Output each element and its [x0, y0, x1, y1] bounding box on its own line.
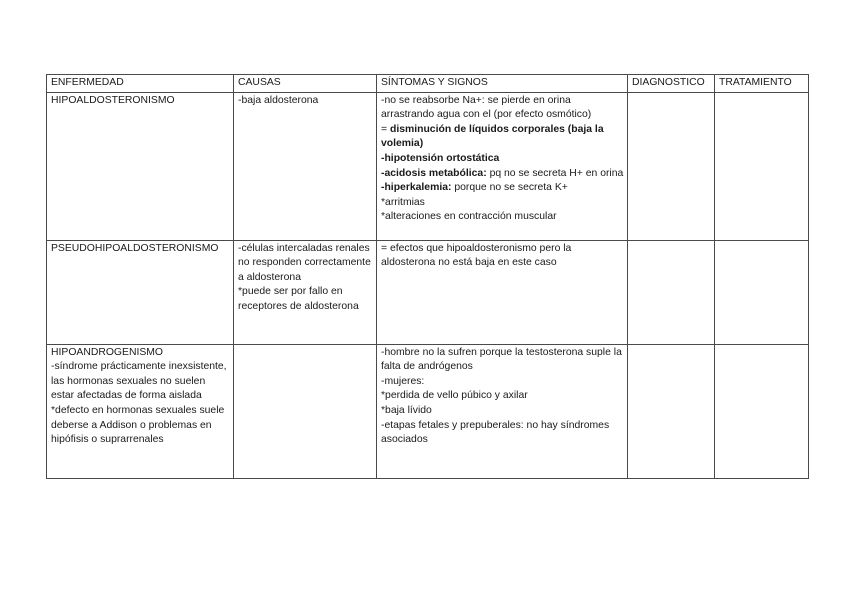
enfermedad-line: PSEUDOHIPOALDOSTERONISMO — [51, 242, 219, 254]
sintoma-line: *alteraciones en contracción muscular — [381, 211, 557, 223]
sintoma-line: -hiperkalemia: porque no se secreta K+ — [381, 182, 568, 194]
cell-diagnostico — [628, 344, 715, 478]
sintoma-bold-text: disminución de líquidos corporales (baja la volemia) — [381, 123, 604, 150]
enfermedad-line: HIPOALDOSTERONISMO — [51, 94, 175, 106]
table-row — [47, 240, 809, 344]
cell-enfermedad — [47, 240, 234, 344]
cell-causas — [234, 344, 377, 478]
sintoma-line: *arritmias — [381, 196, 425, 208]
enfermedad-line: *defecto en hormonas sexuales suele deberse a Addison o problemas en hipófisis o suprarrenales — [51, 404, 225, 446]
disease-table — [46, 74, 809, 479]
causas-line: *puede ser por fallo en receptores de aldosterona — [238, 286, 359, 312]
cell-sintomas — [377, 240, 628, 344]
sintoma-line: = disminución de líquidos corporales (baja la volemia) — [381, 123, 604, 150]
cell-sintomas — [377, 344, 628, 478]
header-enfermedad: ENFERMEDAD — [47, 75, 234, 93]
cell-tratamiento — [715, 92, 809, 240]
header-causas: CAUSAS — [234, 75, 377, 93]
sintoma-bold-text: -acidosis metabólica: — [381, 167, 487, 179]
cell-tratamiento — [715, 240, 809, 344]
table-row — [47, 92, 809, 240]
sintoma-line: -hombre no la sufren porque la testosterona suple la falta de andrógenos — [381, 346, 622, 373]
table-header-row — [47, 75, 809, 93]
cell-causas — [234, 240, 377, 344]
cell-diagnostico — [628, 92, 715, 240]
causas-line: -baja aldosterona — [238, 94, 319, 106]
enfermedad-line: -síndrome prácticamente inexsistente, las hormonas sexuales no suelen estar afectadas de forma aislada — [51, 361, 227, 402]
sintoma-line: *baja lívido — [381, 404, 432, 416]
header-diagnostico: DIAGNOSTICO — [628, 75, 715, 93]
sintoma-line: = efectos que hipoaldosteronismo pero la aldosterona no está baja en este caso — [381, 242, 572, 269]
cell-causas — [234, 92, 377, 240]
table-row — [47, 344, 809, 478]
enfermedad-line: HIPOANDROGENISMO — [51, 346, 163, 358]
cell-tratamiento — [715, 344, 809, 478]
sintoma-line: -acidosis metabólica: pq no se secreta H+ en orina — [381, 167, 624, 179]
header-sintomas: SÍNTOMAS Y SIGNOS — [377, 75, 628, 93]
header-tratamiento: TRATAMIENTO — [715, 75, 809, 93]
sintoma-line: -mujeres: — [381, 375, 425, 387]
sintoma-line — [381, 152, 624, 167]
sintoma-line: -etapas fetales y prepuberales: no hay síndromes asociados — [381, 419, 610, 446]
sintoma-bold-text: -hiperkalemia: — [381, 182, 452, 194]
causas-line: -células intercaladas renales no responden correctamente a aldosterona — [238, 242, 371, 283]
cell-enfermedad — [47, 344, 234, 478]
sintoma-bold-text: -hipotensión ortostática — [381, 152, 500, 164]
sintoma-line: -no se reabsorbe Na+: se pierde en orina arrastrando agua con el (por efecto osmótico) — [381, 94, 592, 121]
sintoma-line: *perdida de vello púbico y axilar — [381, 390, 528, 402]
cell-sintomas — [377, 92, 628, 240]
cell-diagnostico — [628, 240, 715, 344]
cell-enfermedad — [47, 92, 234, 240]
